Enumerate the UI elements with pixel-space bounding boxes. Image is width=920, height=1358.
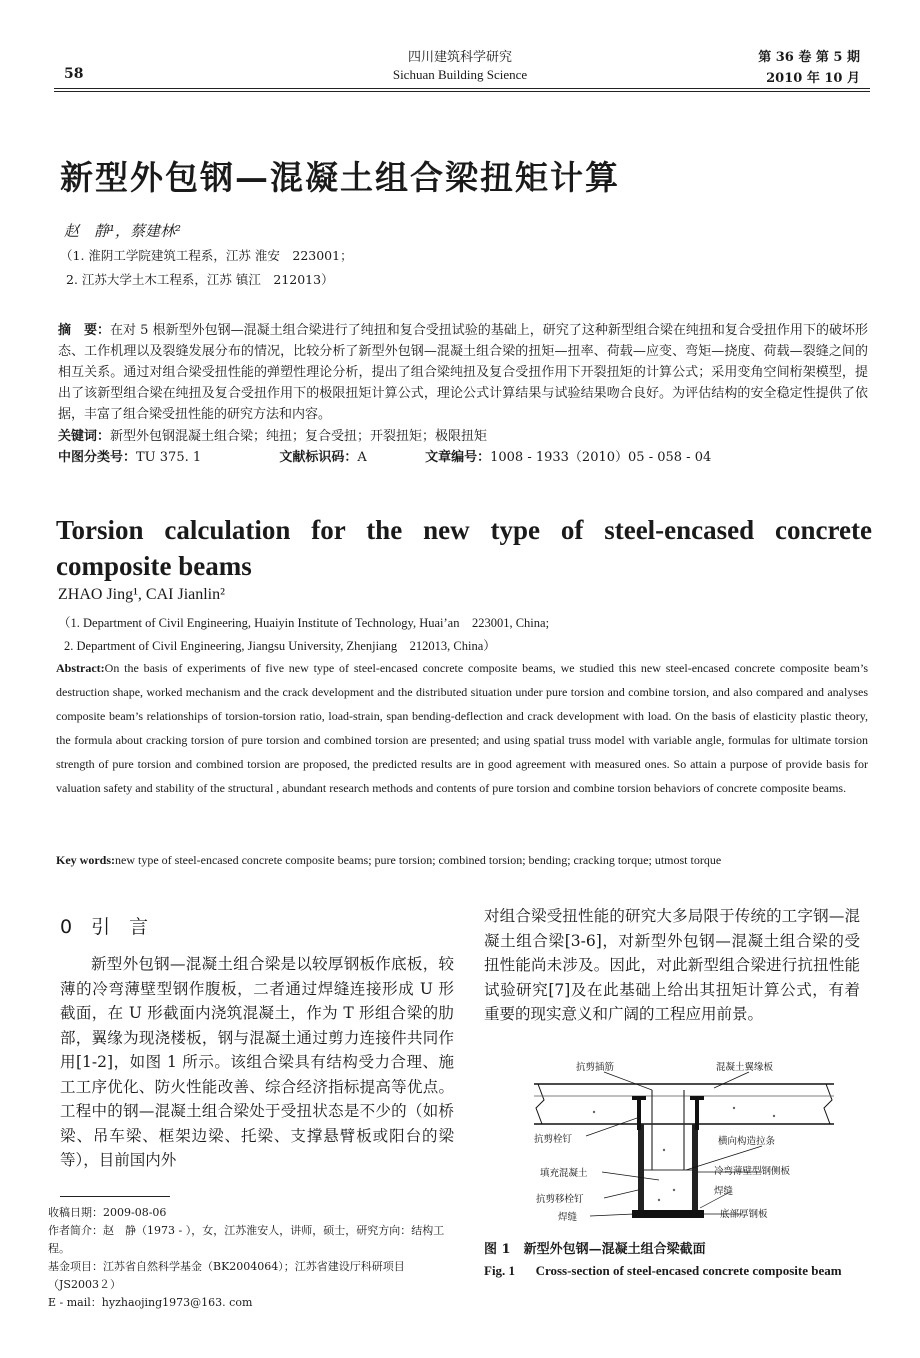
- abstract-en-label: Abstract:: [56, 661, 105, 675]
- header-rule-thin: [54, 91, 870, 92]
- stud-shank-right: [695, 1100, 699, 1130]
- figure-caption-en-label: Fig. 1: [484, 1263, 516, 1278]
- abstract-en: [56, 656, 868, 800]
- figure-caption-en: [484, 1260, 864, 1282]
- abstract-cn-label: 摘 要：: [58, 323, 111, 338]
- stud-head-left: [632, 1096, 646, 1100]
- right-web-plate: [692, 1124, 698, 1214]
- label-web: 冷弯薄壁型钢侧板: [714, 1166, 791, 1177]
- keywords-cn: [58, 426, 868, 447]
- abstract-cn: [58, 320, 868, 425]
- article-no-value: 1008 - 1933（2010）05 - 058 - 04: [490, 450, 712, 465]
- abstract-en-text: On the basis of experiments of five new type of steel-encased concrete composite beams, we studied this new steel-encased concrete composite beam’s destruction shape, worked mechanism and the crack development and the distributed situation under pure torsion and combine torsion, and also compared and analyses composite beam’s relationships of torsion-torsion ratio, load-strain, span bending-deflection and crack development with load. On the basis of elasticity plastic theory, the formula about cracking torsion of pure torsion and combined torsion are presented; and using spatial truss model with variable angle, formulas for ultimate torsion strength of pure torsion and combined torsion are proposed, the predicted results are in good agreement with measured ones. So attain a purpose of provide basis for valuation safety and stability of the structural , abundant research methods and contents of pure torsion and combine torsion behaviors of concrete composite beams.: [56, 661, 868, 795]
- left-web-plate: [638, 1124, 644, 1214]
- keywords-cn-text: 新型外包钢混凝土组合梁；纯扭；复合受扭；开裂扭矩；极限扭矩: [110, 429, 488, 444]
- affiliation-cn-2: 2. 江苏大学土木工程系，江苏 镇江 212013）: [66, 272, 334, 287]
- body-left-column: 新型外包钢—混凝土组合梁是以较厚钢板作底板，较薄的冷弯薄壁型钢作腹板，二者通过焊缝连接形成 U 形截面，在 U 形截面内浇筑混凝土，作为 T 形组合梁的肋部，翼缘为现浇楼板，钢与混凝土通过剪力连接件共同作用[1-2]，如图 1 所示。该组合梁具有结构受力合理、施工工序优化、防火性能改善、综合经济指标提高等优点。工程中的钢—混凝土组合梁处于受扭状态是不少的（如桥梁、吊车梁、框架边梁、托梁、支撑悬臂板或阳台的梁等），目前国内外: [60, 955, 454, 1169]
- article-no-label: 文章编号：: [425, 450, 491, 465]
- flange-break-left: [536, 1084, 544, 1124]
- footnote-rule: [60, 1196, 170, 1197]
- bottom-thick-plate: [632, 1210, 704, 1218]
- figure-caption-en-text: Cross-section of steel-encased concrete composite beam: [535, 1263, 842, 1278]
- doc-code-value: A: [357, 450, 367, 465]
- figure-caption-cn: 图 1 新型外包钢—混凝土组合梁截面: [484, 1242, 706, 1257]
- footnote: [48, 1204, 454, 1312]
- label-shear-bar: 抗剪插筋: [576, 1062, 615, 1073]
- label-bottom-plate: 底部厚钢板: [720, 1209, 768, 1220]
- authors-en: ZHAO Jing¹, CAI Jianlin²: [58, 586, 225, 603]
- affiliation-en-1: （1. Department of Civil Engineering, Huaiyin Institute of Technology, Huai’an 223001, China;: [58, 616, 550, 630]
- label-flange: 混凝土翼缘板: [716, 1062, 774, 1073]
- keywords-cn-label: 关键词：: [58, 429, 111, 444]
- fund-info: 基金项目：江苏省自然科学基金（BK2004064）；江苏省建设厅科研项目（JS2003２）: [48, 1260, 405, 1291]
- label-tie: 横向构造拉条: [718, 1136, 776, 1147]
- classification-row: [58, 447, 868, 468]
- author-info: 作者简介：赵 静（1973 - ），女，江苏淮安人，讲师，硕士，研究方向：结构工程。: [48, 1224, 445, 1255]
- journal-name-en: Sichuan Building Science: [392, 67, 528, 82]
- clc-value: TU 375. 1: [136, 450, 202, 465]
- page-number: 58: [64, 66, 84, 82]
- label-weld-left: 焊缝: [558, 1212, 578, 1223]
- doc-code-label: 文献标识码：: [279, 450, 358, 465]
- flange-break-right: [824, 1084, 832, 1124]
- clc-label: 中图分类号：: [58, 450, 137, 465]
- body-right-column: 对组合梁受扭性能的研究大多局限于传统的工字钢—混凝土组合梁[3-6]，对新型外包钢—混凝土组合梁的受扭性能尚未涉及。因此，对此新型组合梁进行抗扭性能试验研究[7]及在此基础上给出其扭矩计算公式，有着重要的现实意义和广阔的工程应用前景。: [484, 907, 860, 1023]
- keywords-en-text: new type of steel-encased concrete composite beams; pure torsion; combined torsion; bending; cracking torque; utmost torque: [115, 853, 722, 867]
- stud-shank-left: [637, 1100, 641, 1130]
- affiliation-cn-1: （1. 淮阴工学院建筑工程系，江苏 淮安 223001；: [60, 248, 353, 263]
- authors-cn: 赵 静¹，蔡建林²: [64, 222, 182, 240]
- label-slip-stud: 抗剪移栓钉: [536, 1194, 584, 1205]
- label-weld-right: 焊缝: [714, 1186, 734, 1197]
- keywords-en: [56, 848, 868, 872]
- stud-head-right: [690, 1096, 704, 1100]
- affiliation-en-2: 2. Department of Civil Engineering, Jiangsu University, Zhenjiang 212013, China）: [64, 639, 496, 653]
- section-heading: 0 引 言: [60, 916, 149, 938]
- label-fill-concrete: 填充混凝土: [540, 1168, 588, 1179]
- title-cn: 新型外包钢—混凝土组合梁扭矩计算: [60, 158, 620, 197]
- header-rule: [54, 88, 870, 89]
- publication-date: 2010 年 10 月: [766, 71, 860, 86]
- journal-name-cn: 四川建筑科学研究: [407, 50, 512, 65]
- author-email: E - mail：hyzhaojing1973@163. com: [48, 1296, 253, 1309]
- volume-issue: 第 36 卷 第 5 期: [758, 50, 860, 65]
- keywords-en-label: Key words:: [56, 853, 115, 867]
- figure-cross-section: [534, 1060, 834, 1230]
- abstract-cn-text: 在对 5 根新型外包钢—混凝土组合梁进行了纯扭和复合受扭试验的基础上，研究了这种新型组合梁在纯扭和复合受扭作用下的破坏形态、工作机理以及裂缝发展分布的情况，比较分析了新型外包钢—混凝土组合梁的扭矩—扭率、荷载—应变、弯矩—挠度、荷载—裂缝之间的相互关系。通过对组合梁受扭性能的弹塑性理论分析，提出了组合梁纯扭及复合受扭作用下开裂扭矩的计算公式；采用变角空间桁架模型，提出了该新型组合梁在纯扭及复合受扭作用下的极限扭矩计算公式，理论公式计算结果与试验结果吻合良好。为评估结构的安全稳定性提供了依据，丰富了组合梁受扭性能的研究方法和内容。: [58, 323, 868, 422]
- label-shear-stud: 抗剪栓钉: [534, 1134, 573, 1145]
- received-date: 收稿日期：2009-08-06: [48, 1206, 167, 1219]
- title-en: Torsion calculation for the new type of steel-encased concrete composite beams: [56, 515, 872, 581]
